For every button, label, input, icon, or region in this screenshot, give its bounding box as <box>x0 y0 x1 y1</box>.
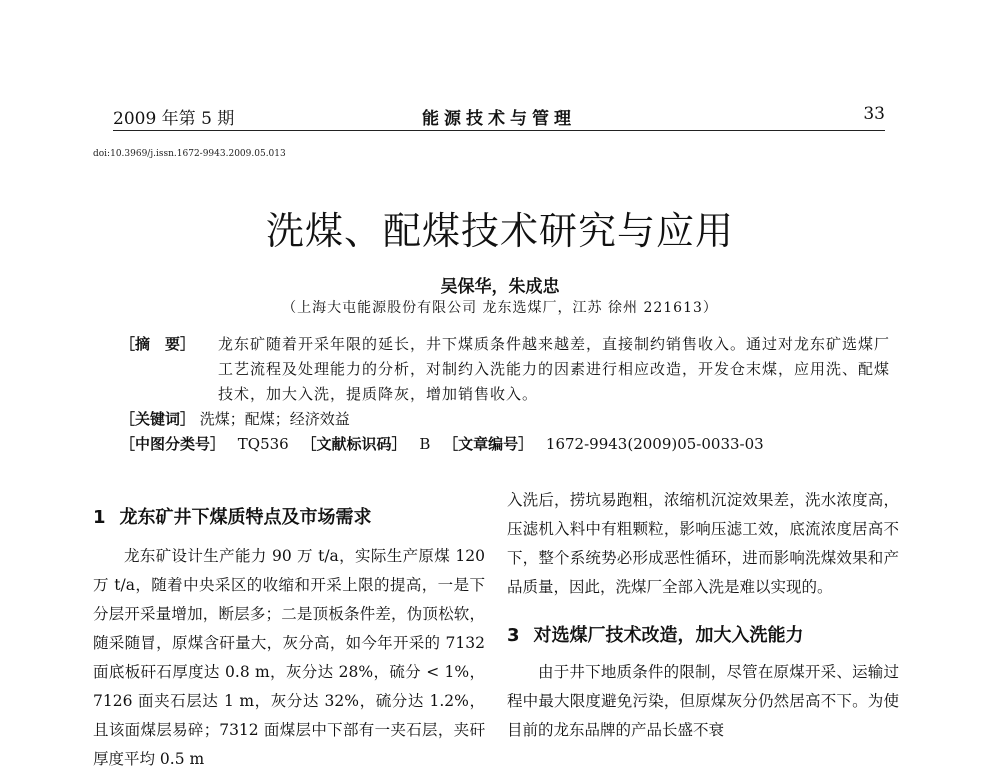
paper-title: 洗煤、配煤技术研究与应用 <box>265 209 734 253</box>
authors: 吴保华，朱成忠 <box>440 277 560 297</box>
page-number: 33 <box>863 104 885 124</box>
continued-paragraph: 入洗后，捞坑易跑粗，浓缩机沉淀效果差，洗水浓度高，压滤机入料中有粗颗粒，影响压滤工效，底流浓度居高不下，整个系统势必形成恶性循环，进而影响洗煤效果和产品质量，因此，洗煤厂全部入洗是难以实现的。 <box>507 491 899 596</box>
section-1-title: 龙东矿井下煤质特点及市场需求 <box>119 507 372 528</box>
abstract-text: 龙东矿随着开采年限的延长，井下煤质条件越来越差，直接制约销售收入。通过对龙东矿选煤厂工艺流程及处理能力的分析，对制约入洗能力的因素进行相应改造，开发仓末煤，应用洗、配煤技术，加大入洗，提质降灰，增加销售收入。 <box>218 335 891 403</box>
abstract <box>120 332 890 407</box>
article-number-label: ［文章编号］ <box>443 435 534 453</box>
front-matter <box>120 332 890 457</box>
section-1-number: 1 <box>93 507 106 528</box>
running-header <box>113 104 885 131</box>
section-3-title: 对选煤厂技术改造，加大入洗能力 <box>533 625 804 646</box>
right-column <box>507 486 899 745</box>
clc-label: ［中图分类号］ <box>120 435 226 453</box>
keywords-text: 洗煤；配煤；经济效益 <box>199 410 350 428</box>
section-3-heading <box>507 618 899 654</box>
left-column <box>93 500 485 774</box>
article-number-value: 1672-9943(2009)05-0033-03 <box>545 435 764 453</box>
doc-code-label: ［文献标识码］ <box>301 435 407 453</box>
keywords <box>120 407 890 432</box>
issue-label: 2009 年第 5 期 <box>113 109 235 129</box>
section-1-paragraph: 龙东矿设计生产能力 90 万 t/a，实际生产原煤 120 万 t/a，随着中央采区的收缩和开采上限的提高，一是下分层开采量增加，断层多；二是顶板条件差，伪顶松软，随采随冒，原煤含矸量大，灰分高，如今年开采的 7132 面底板矸石厚度达 0.8 m，灰分达 28%，硫分 < 1%，7126 面夹石层达 1 m，灰分达 32%，硫分达 1.2%，且该面煤层易碎；7312 面煤层中下部有一夹石层，夹矸厚度平均 0.5 m <box>93 547 485 768</box>
clc-value: TQ536 <box>237 435 289 453</box>
doc-code-value: B <box>419 435 431 453</box>
section-3-number: 3 <box>507 625 520 646</box>
journal-name: 能源技术与管理 <box>422 109 576 129</box>
doi: doi:10.3969/j.issn.1672-9943.2009.05.013 <box>93 149 286 159</box>
abstract-label: ［摘 要］ <box>120 335 196 353</box>
section-3-paragraph: 由于井下地质条件的限制，尽管在原煤开采、运输过程中最大限度避免污染，但原煤灰分仍然居高不下。为使目前的龙东品牌的产品长盛不衰 <box>507 663 899 739</box>
classification <box>120 432 890 457</box>
section-1-heading <box>93 500 485 536</box>
keywords-label: ［关键词］ <box>120 410 196 428</box>
affiliation: （上海大屯能源股份有限公司 龙东选煤厂，江苏 徐州 221613） <box>282 300 718 316</box>
